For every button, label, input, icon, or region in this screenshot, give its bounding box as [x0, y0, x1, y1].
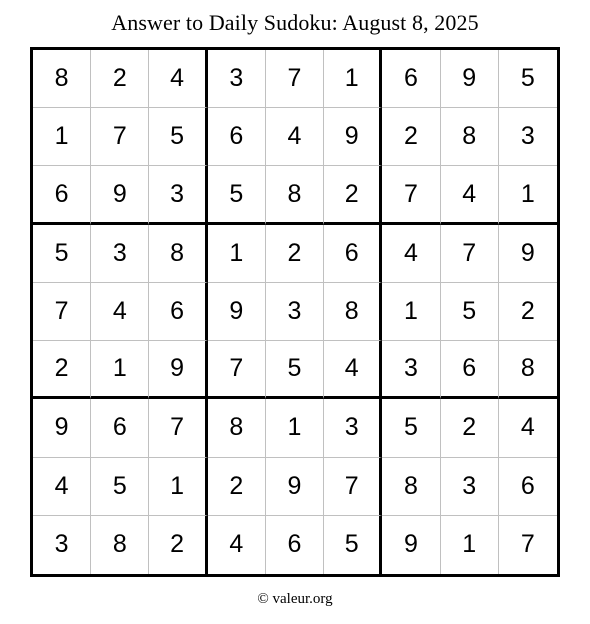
sudoku-cell-r3-c6: 2	[324, 166, 382, 224]
sudoku-cell-r3-c1: 6	[33, 166, 91, 224]
sudoku-cell-r4-c7: 4	[382, 225, 440, 283]
sudoku-cell-r7-c4: 8	[208, 399, 266, 457]
sudoku-cell-r7-c2: 6	[91, 399, 149, 457]
sudoku-cell-r1-c4: 3	[208, 50, 266, 108]
sudoku-cell-r4-c5: 2	[266, 225, 324, 283]
sudoku-cell-r9-c8: 1	[441, 516, 499, 574]
sudoku-cell-r6-c3: 9	[149, 341, 207, 399]
sudoku-cell-r1-c1: 8	[33, 50, 91, 108]
sudoku-cell-r5-c1: 7	[33, 283, 91, 341]
sudoku-cell-r9-c1: 3	[33, 516, 91, 574]
sudoku-cell-r1-c3: 4	[149, 50, 207, 108]
sudoku-cell-r6-c1: 2	[33, 341, 91, 399]
sudoku-cell-r5-c8: 5	[441, 283, 499, 341]
sudoku-cell-r1-c9: 5	[499, 50, 557, 108]
sudoku-cell-r2-c5: 4	[266, 108, 324, 166]
sudoku-cell-r2-c7: 2	[382, 108, 440, 166]
sudoku-cell-r4-c1: 5	[33, 225, 91, 283]
sudoku-cell-r8-c7: 8	[382, 458, 440, 516]
sudoku-cell-r2-c3: 5	[149, 108, 207, 166]
sudoku-cell-r5-c7: 1	[382, 283, 440, 341]
sudoku-cell-r6-c2: 1	[91, 341, 149, 399]
sudoku-cell-r7-c7: 5	[382, 399, 440, 457]
sudoku-cell-r8-c6: 7	[324, 458, 382, 516]
sudoku-cell-r1-c8: 9	[441, 50, 499, 108]
sudoku-cell-r3-c2: 9	[91, 166, 149, 224]
sudoku-cell-r5-c3: 6	[149, 283, 207, 341]
sudoku-cell-r9-c5: 6	[266, 516, 324, 574]
sudoku-cell-r7-c8: 2	[441, 399, 499, 457]
sudoku-cell-r6-c7: 3	[382, 341, 440, 399]
sudoku-cell-r4-c4: 1	[208, 225, 266, 283]
sudoku-cell-r9-c3: 2	[149, 516, 207, 574]
sudoku-cell-r8-c1: 4	[33, 458, 91, 516]
puzzle-title: Answer to Daily Sudoku: August 8, 2025	[111, 10, 479, 35]
sudoku-cell-r8-c9: 6	[499, 458, 557, 516]
sudoku-cell-r6-c5: 5	[266, 341, 324, 399]
copyright-footer: © valeur.org	[257, 591, 333, 607]
sudoku-cell-r7-c1: 9	[33, 399, 91, 457]
sudoku-board	[30, 47, 560, 577]
sudoku-cell-r2-c4: 6	[208, 108, 266, 166]
sudoku-cell-r2-c6: 9	[324, 108, 382, 166]
sudoku-cell-r3-c7: 7	[382, 166, 440, 224]
sudoku-cell-r1-c2: 2	[91, 50, 149, 108]
sudoku-cell-r4-c8: 7	[441, 225, 499, 283]
sudoku-cell-r4-c3: 8	[149, 225, 207, 283]
sudoku-cell-r2-c2: 7	[91, 108, 149, 166]
sudoku-cell-r3-c3: 3	[149, 166, 207, 224]
sudoku-cell-r2-c9: 3	[499, 108, 557, 166]
sudoku-cell-r5-c5: 3	[266, 283, 324, 341]
sudoku-cell-r8-c2: 5	[91, 458, 149, 516]
sudoku-cell-r6-c9: 8	[499, 341, 557, 399]
sudoku-cell-r2-c1: 1	[33, 108, 91, 166]
sudoku-cell-r6-c4: 7	[208, 341, 266, 399]
sudoku-cell-r7-c9: 4	[499, 399, 557, 457]
sudoku-cell-r4-c2: 3	[91, 225, 149, 283]
sudoku-cell-r3-c8: 4	[441, 166, 499, 224]
sudoku-cell-r3-c4: 5	[208, 166, 266, 224]
sudoku-cell-r8-c8: 3	[441, 458, 499, 516]
sudoku-cell-r8-c3: 1	[149, 458, 207, 516]
sudoku-cell-r4-c6: 6	[324, 225, 382, 283]
sudoku-cell-r5-c9: 2	[499, 283, 557, 341]
sudoku-cell-r9-c6: 5	[324, 516, 382, 574]
sudoku-cell-r9-c7: 9	[382, 516, 440, 574]
sudoku-cell-r7-c6: 3	[324, 399, 382, 457]
sudoku-cell-r1-c6: 1	[324, 50, 382, 108]
sudoku-cell-r5-c4: 9	[208, 283, 266, 341]
sudoku-cell-r1-c7: 6	[382, 50, 440, 108]
sudoku-cell-r9-c2: 8	[91, 516, 149, 574]
sudoku-cell-r8-c5: 9	[266, 458, 324, 516]
sudoku-cell-r1-c5: 7	[266, 50, 324, 108]
sudoku-cell-r6-c6: 4	[324, 341, 382, 399]
sudoku-cell-r6-c8: 6	[441, 341, 499, 399]
sudoku-cell-r9-c9: 7	[520, 530, 535, 559]
sudoku-cell-r2-c8: 8	[441, 108, 499, 166]
sudoku-cell-r7-c3: 7	[149, 399, 207, 457]
sudoku-cell-r3-c5: 8	[266, 166, 324, 224]
sudoku-cell-r5-c2: 4	[91, 283, 149, 341]
sudoku-cell-r9-c4: 4	[208, 516, 266, 574]
sudoku-cell-r5-c6: 8	[324, 283, 382, 341]
sudoku-cell-r7-c5: 1	[266, 399, 324, 457]
sudoku-cell-r4-c9: 9	[499, 225, 557, 283]
sudoku-cell-r3-c9: 1	[499, 166, 557, 224]
sudoku-cell-r8-c4: 2	[208, 458, 266, 516]
